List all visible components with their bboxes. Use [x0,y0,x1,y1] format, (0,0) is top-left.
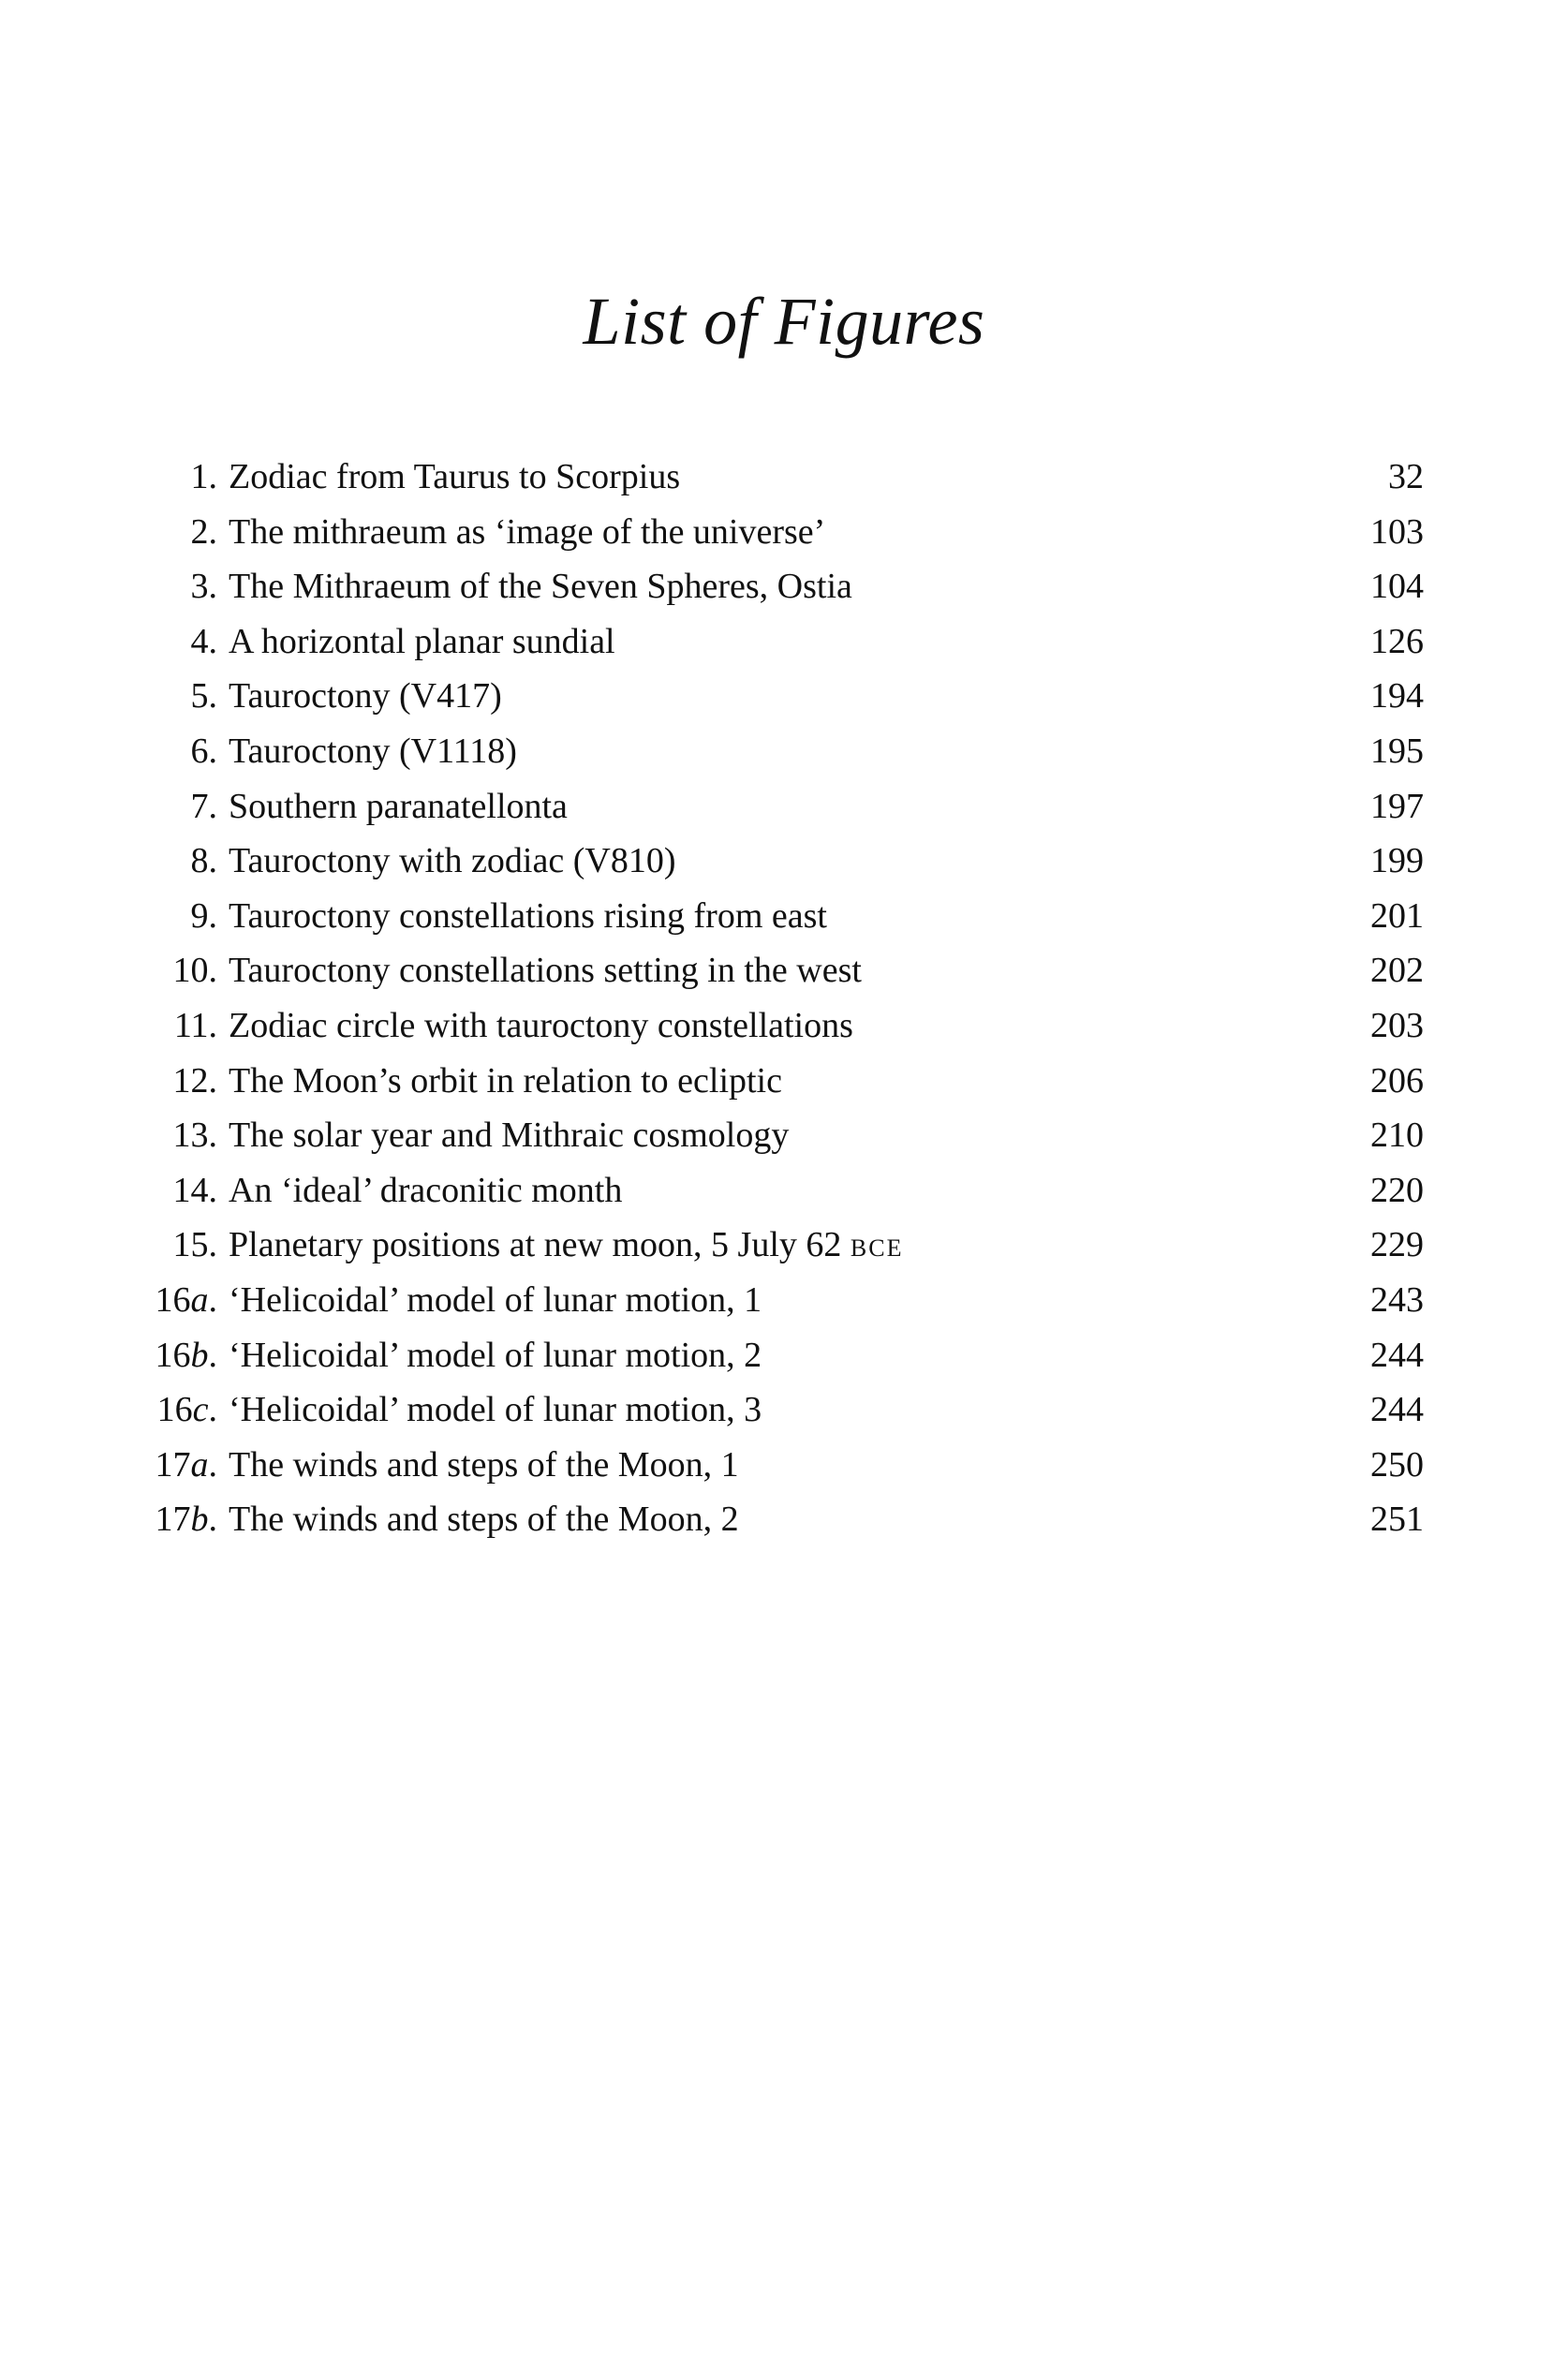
figure-caption [229,614,615,670]
figure-number [131,724,217,779]
figure-number-digits: 1 [190,457,209,496]
figure-page-number: 206 [1370,1060,1424,1101]
page-title: List of Figures [583,284,985,359]
figure-number-period: . [208,621,217,661]
figure-entry [131,559,1424,614]
figure-caption [229,1218,903,1277]
figure-entry [131,834,1424,889]
figure-page-number: 195 [1370,731,1424,771]
figure-number-suffix: b [190,1335,209,1375]
figure-caption [229,779,568,835]
figure-number [131,1382,217,1438]
figure-number-period: . [208,567,217,607]
figure-number-digits: 12 [172,1060,209,1101]
figure-number [131,943,217,998]
figure-number-suffix: a [190,1444,209,1485]
figure-number [131,669,217,724]
figure-caption [229,889,827,944]
figure-number-digits: 9 [190,895,209,936]
figure-number-period: . [208,786,217,826]
figure-number-digits: 8 [190,841,209,881]
figure-page-number: 126 [1370,621,1424,661]
figure-number-period: . [208,1060,217,1101]
figure-caption-text: An ‘ideal’ draconitic month [229,1170,623,1210]
figure-page-number: 103 [1370,511,1424,552]
figure-number-period: . [208,731,217,771]
figure-page-number: 201 [1370,895,1424,936]
figure-entry [131,1163,1424,1219]
figure-number-period: . [208,951,217,991]
figure-number [131,1054,217,1109]
figure-number [131,450,217,505]
figure-number-period: . [208,511,217,552]
figure-number-period: . [208,841,217,881]
figure-number [131,1438,217,1493]
figure-entry [131,943,1424,998]
figure-caption-text: Zodiac from Taurus to Scorpius [229,457,681,496]
figure-entry [131,1382,1424,1438]
figure-number-digits: 3 [190,567,209,607]
figure-number-period: . [208,457,217,496]
figure-entry [131,1328,1424,1383]
figure-number-digits: 10 [172,951,209,991]
figure-number [131,1163,217,1219]
figure-number [131,834,217,889]
figure-caption-text: Tauroctony (V417) [229,676,502,717]
figure-caption-text: ‘Helicoidal’ model of lunar motion, 2 [229,1335,762,1375]
figure-entry [131,1054,1424,1109]
figure-caption-era: BCE [850,1234,904,1263]
figure-caption-text: Tauroctony (V1118) [229,731,517,771]
figure-caption-text: The solar year and Mithraic cosmology [229,1116,790,1156]
figure-number [131,889,217,944]
figure-caption [229,505,825,560]
figure-caption [229,559,852,614]
figure-caption [229,450,680,505]
figure-caption-text: Tauroctony with zodiac (V810) [229,841,676,881]
figure-caption-text: Planetary positions at new moon, 5 July 62 [229,1225,851,1265]
figure-entry [131,1438,1424,1493]
figure-caption [229,1054,782,1109]
figure-caption [229,1492,739,1547]
figure-caption [229,1438,739,1493]
figure-number-digits: 15 [172,1225,209,1265]
figure-page-number: 104 [1370,567,1424,607]
figure-entry [131,889,1424,944]
figure-entry [131,505,1424,560]
figure-caption-text: Southern paranatellonta [229,786,568,826]
figure-number-digits: 16 [155,1279,191,1320]
figure-page-number: 244 [1370,1390,1424,1430]
figure-caption-text: A horizontal planar sundial [229,621,615,661]
figure-caption-text: The mithraeum as ‘image of the universe’ [229,511,826,552]
figure-number-period: . [208,1390,217,1430]
figure-number-suffix: c [192,1390,209,1430]
figure-number-digits: 16 [156,1390,193,1430]
figure-caption [229,1273,762,1328]
figure-number [131,1328,217,1383]
figure-caption [229,1163,622,1219]
figure-number-digits: 14 [172,1170,209,1210]
figure-number-period: . [208,1335,217,1375]
figure-number-period: . [208,895,217,936]
figure-number-digits: 11 [173,1005,209,1045]
figure-page-number: 199 [1370,841,1424,881]
figure-caption [229,943,862,998]
figure-entry [131,1218,1424,1273]
figure-entry [131,779,1424,835]
figure-number [131,505,217,560]
figure-entry [131,1108,1424,1163]
figure-number-digits: 7 [190,786,209,826]
figure-caption [229,1108,789,1163]
figure-page-number: 251 [1370,1500,1424,1540]
figure-number [131,1273,217,1328]
figure-number-period: . [208,1116,217,1156]
figure-page-number: 244 [1370,1335,1424,1375]
figure-number [131,1218,217,1273]
figure-page-number: 194 [1370,676,1424,717]
figure-number [131,614,217,670]
figure-number-digits: 13 [172,1116,209,1156]
figure-entry [131,1273,1424,1328]
figure-number [131,998,217,1054]
figure-caption [229,669,502,724]
figure-number-digits: 16 [155,1335,191,1375]
figure-number-suffix: a [190,1279,209,1320]
figure-page-number: 243 [1370,1279,1424,1320]
figure-number-digits: 17 [155,1444,191,1485]
figure-entry [131,998,1424,1054]
figure-page-number: 32 [1388,457,1424,496]
figure-caption [229,1382,762,1438]
figure-entry [131,724,1424,779]
figure-page-number: 229 [1370,1225,1424,1265]
figure-caption-text: ‘Helicoidal’ model of lunar motion, 3 [229,1390,762,1430]
figure-page-number: 210 [1370,1116,1424,1156]
figure-number-period: . [208,676,217,717]
figure-number [131,1492,217,1547]
figure-caption [229,724,517,779]
figure-caption-text: ‘Helicoidal’ model of lunar motion, 1 [229,1279,762,1320]
figure-number-period: . [208,1225,217,1265]
figure-number-suffix: b [190,1500,209,1540]
figure-number [131,559,217,614]
figure-caption-text: The Moon’s orbit in relation to ecliptic [229,1060,782,1101]
figure-number-digits: 4 [190,621,209,661]
figure-number-period: . [208,1444,217,1485]
figure-entry [131,1492,1424,1547]
figure-page-number: 250 [1370,1444,1424,1485]
figure-number-digits: 17 [155,1500,191,1540]
figure-caption-text: The Mithraeum of the Seven Spheres, Ostia [229,567,852,607]
figure-caption-text: The winds and steps of the Moon, 1 [229,1444,739,1485]
figure-entry [131,669,1424,724]
figure-entry [131,450,1424,505]
figure-number-digits: 2 [190,511,209,552]
figure-caption-text: Zodiac circle with tauroctony constellations [229,1005,853,1045]
figure-number [131,779,217,835]
figure-page-number: 203 [1370,1005,1424,1045]
figure-number [131,1108,217,1163]
figure-caption [229,834,675,889]
figure-entry [131,614,1424,670]
figure-caption [229,998,853,1054]
figure-list [131,450,1424,1547]
figure-number-digits: 5 [190,676,209,717]
figure-caption-text: The winds and steps of the Moon, 2 [229,1500,739,1540]
figure-caption-text: Tauroctony constellations rising from east [229,895,827,936]
figure-number-period: . [208,1005,217,1045]
figure-number-digits: 6 [190,731,209,771]
figure-page-number: 202 [1370,951,1424,991]
figure-page-number: 220 [1370,1170,1424,1210]
figure-number-period: . [208,1279,217,1320]
figure-number-period: . [208,1500,217,1540]
figure-page-number: 197 [1370,786,1424,826]
figure-number-period: . [208,1170,217,1210]
figure-caption [229,1328,762,1383]
figure-caption-text: Tauroctony constellations setting in the west [229,951,862,991]
